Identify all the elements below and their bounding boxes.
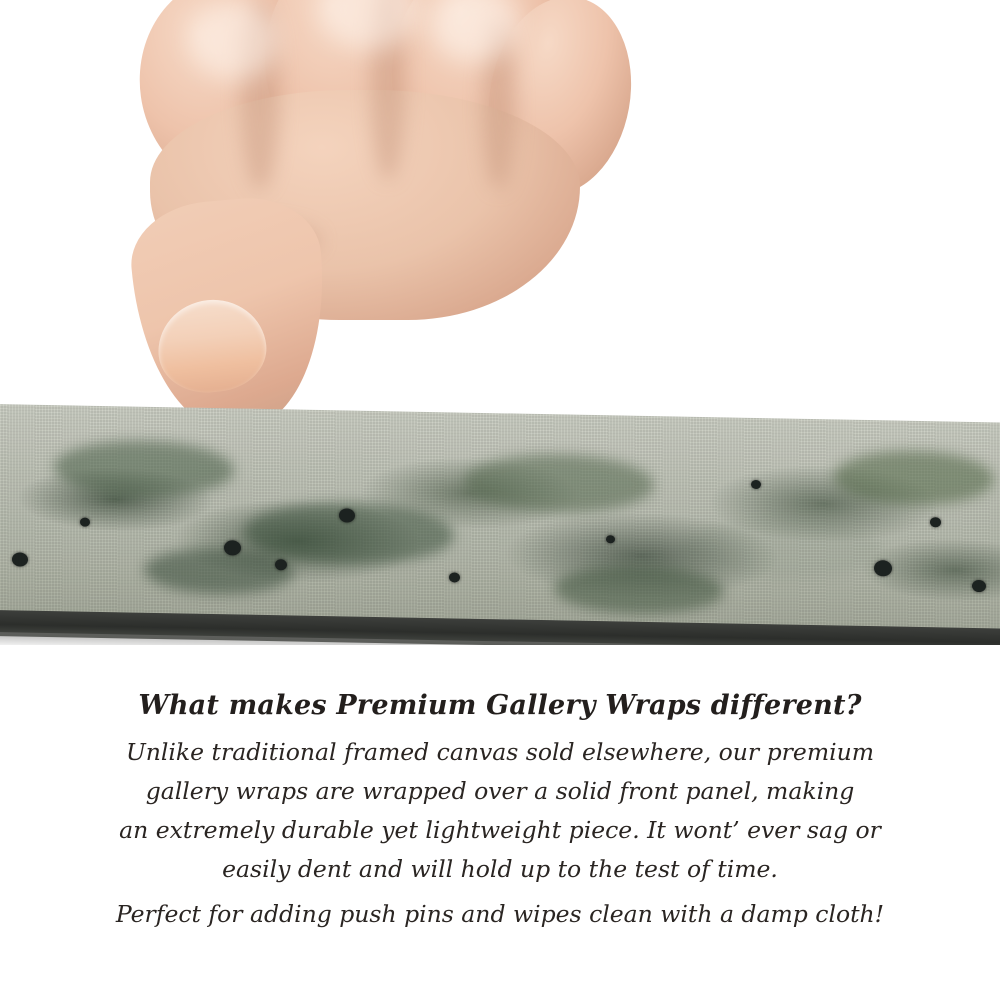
caption-heading: What makes Premium Gallery Wraps different?: [138, 690, 862, 721]
dark-speck: [606, 535, 615, 543]
caption-line: gallery wraps are wrapped over a solid front panel, making: [145, 777, 855, 805]
caption-line: easily dent and will hold up to the test of time.: [222, 855, 778, 883]
dark-speck: [339, 508, 355, 522]
dark-speck: [874, 560, 892, 576]
canvas-wrap-edge: [0, 404, 1000, 645]
caption-line: an extremely durable yet lightweight piece. It wont’ ever sag or: [119, 816, 881, 844]
dark-speck: [80, 518, 90, 527]
dark-speck: [12, 552, 28, 566]
canvas-weave-texture: [0, 404, 1000, 635]
dark-speck: [972, 580, 986, 592]
dark-speck: [224, 540, 241, 555]
caption-line: Unlike traditional framed canvas sold elsewhere, our premium: [125, 738, 875, 766]
caption-closing-line: Perfect for adding push pins and wipes clean with a damp cloth!: [115, 900, 885, 928]
dark-speck: [449, 572, 460, 582]
dark-speck: [751, 480, 761, 489]
skin-highlight: [190, 0, 280, 80]
dark-speck: [930, 517, 941, 527]
canvas-printed-face: [0, 404, 1000, 635]
caption-block: [0, 690, 1000, 934]
dark-speck: [275, 559, 287, 570]
hand-illustration: [130, 0, 600, 440]
